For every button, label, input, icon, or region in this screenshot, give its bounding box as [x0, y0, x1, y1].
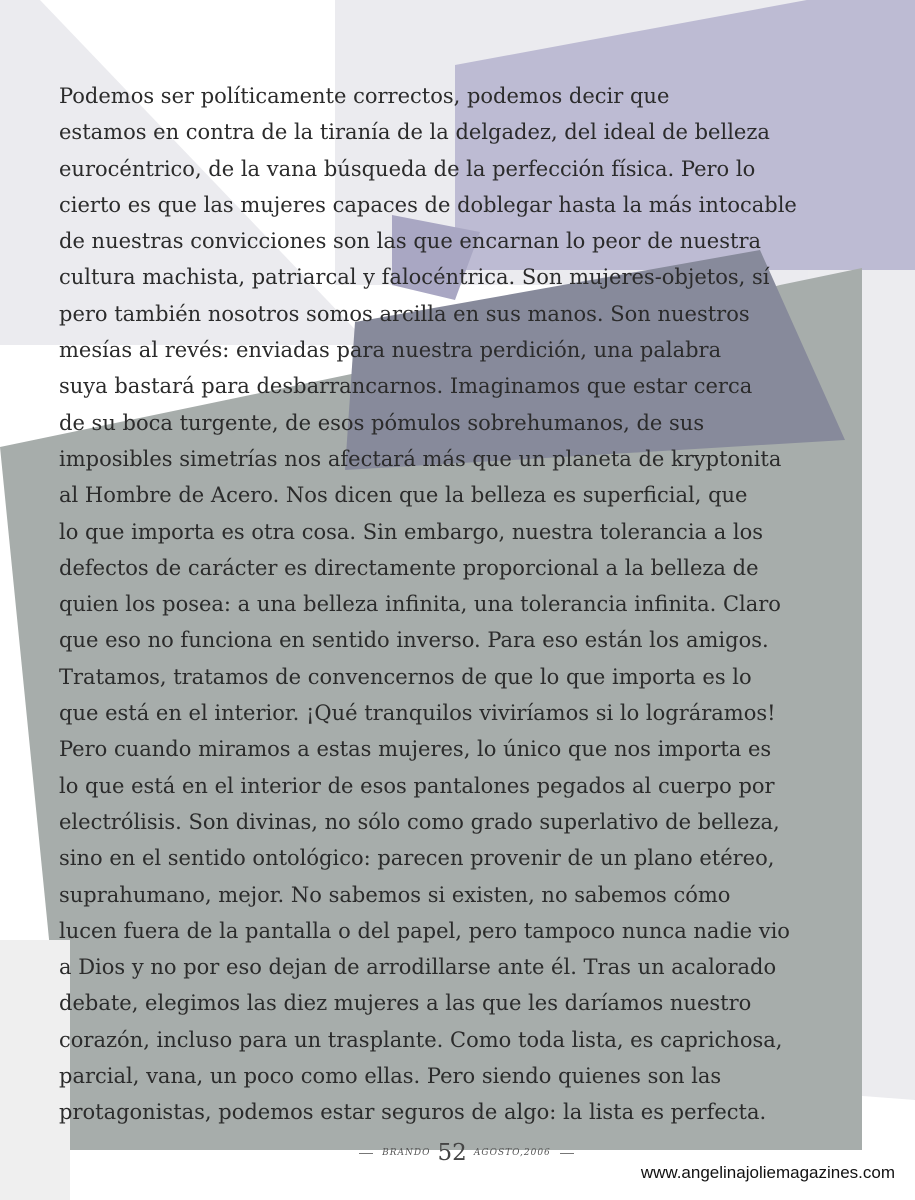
paragraph-line: protagonistas, podemos estar seguros de algo: la lista es perfecta. [59, 1100, 767, 1125]
page-number: 52 [437, 1140, 467, 1166]
paragraph-line: electrólisis. Son divinas, no sólo como grado superlativo de belleza, [59, 809, 780, 834]
paragraph-line: que está en el interior. ¡Qué tranquilos viviríamos si lo lográramos! [59, 701, 776, 726]
paragraph-line: al Hombre de Acero. Nos dicen que la belleza es superficial, que [59, 483, 748, 508]
paragraph-line: pero también nosotros somos arcilla en sus manos. Son nuestros [59, 301, 750, 326]
paragraph-line: mesías al revés: enviadas para nuestra perdición, una palabra [59, 338, 722, 363]
paragraph-line: lo que está en el interior de esos pantalones pegados al cuerpo por [59, 773, 775, 798]
footer-divider [359, 1153, 373, 1154]
paragraph-line: cultura machista, patriarcal y falocéntrica. Son mujeres-objetos, sí [59, 265, 770, 290]
watermark-url: www.angelinajoliemagazines.com [640, 1163, 895, 1182]
paragraph-line: Tratamos, tratamos de convencernos de que lo que importa es lo [59, 664, 752, 689]
paragraph-line: que eso no funciona en sentido inverso. Para eso están los amigos. [59, 628, 769, 653]
paragraph-line: parcial, vana, un poco como ellas. Pero siendo quienes son las [59, 1064, 722, 1089]
paragraph-line: suprahumano, mejor. No sabemos si existen, no sabemos cómo [59, 882, 731, 907]
paragraph-line: lo que importa es otra cosa. Sin embargo, nuestra tolerancia a los [59, 519, 764, 544]
footer-divider [560, 1153, 574, 1154]
paragraph-line: corazón, incluso para un trasplante. Como toda lista, es caprichosa, [59, 1027, 783, 1052]
paragraph-line: eurocéntrico, de la vana búsqueda de la perfección física. Pero lo [59, 156, 756, 181]
paragraph-line: de nuestras convicciones son las que encarnan lo peor de nuestra [59, 229, 762, 254]
paragraph-line: sino en el sentido ontológico: parecen provenir de un plano etéreo, [59, 846, 775, 871]
article-paragraph [59, 78, 879, 1131]
paragraph-line: defectos de carácter es directamente proporcional a la belleza de [59, 555, 759, 580]
paragraph-line: Podemos ser políticamente correctos, podemos decir que [59, 84, 670, 108]
paragraph-line: Pero cuando miramos a estas mujeres, lo único que nos importa es [59, 737, 772, 762]
paragraph-line: debate, elegimos las diez mujeres a las que les daríamos nuestro [59, 991, 752, 1016]
paragraph-line: lucen fuera de la pantalla o del papel, pero tampoco nunca nadie vio [59, 918, 790, 943]
page-footer [355, 1140, 578, 1166]
paragraph-line: de su boca turgente, de esos pómulos sobrehumanos, de sus [59, 410, 705, 435]
paragraph-line: estamos en contra de la tiranía de la delgadez, del ideal de belleza [59, 120, 770, 145]
footer-issue-date: AGOSTO,2006 [473, 1148, 551, 1158]
paragraph-line: suya bastará para desbarrancarnos. Imaginamos que estar cerca [59, 374, 753, 399]
footer-magazine-name: BRANDO [382, 1148, 431, 1158]
paragraph-line: a Dios y no por eso dejan de arrodillarse ante él. Tras un acalorado [59, 955, 777, 980]
paragraph-line: quien los posea: a una belleza infinita, una tolerancia infinita. Claro [59, 592, 781, 617]
paragraph-line: imposibles simetrías nos afectará más que un planeta de kryptonita [59, 446, 782, 471]
paragraph-line: cierto es que las mujeres capaces de doblegar hasta la más intocable [59, 192, 797, 217]
